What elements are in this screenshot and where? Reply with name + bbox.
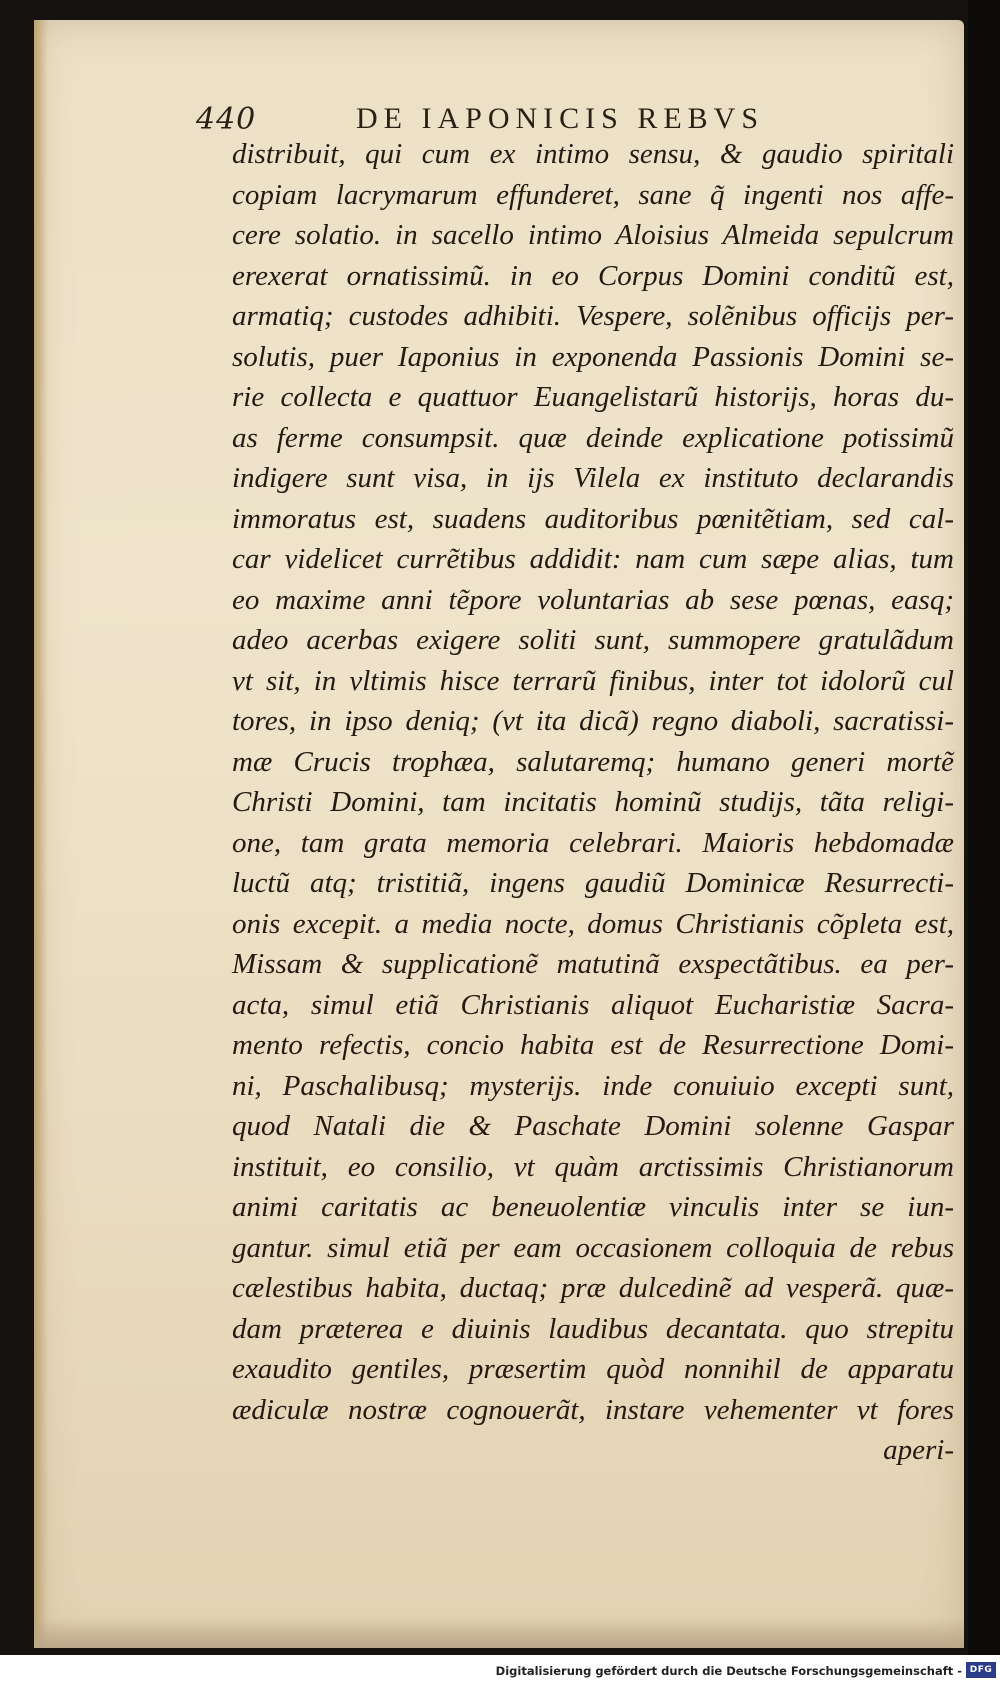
text-line: gantur. simul etiã per eam occasionem colloquia de rebus [232, 1231, 954, 1264]
text-line: distribuit, qui cum ex intimo sensu, & gaudio spiritali [232, 138, 954, 170]
text-line: immoratus est, suadens auditoribus pœnitẽtiam, sed cal- [232, 502, 954, 535]
text-line: vt sit, in vltimis hisce terrarũ finibus, inter tot idolorũ cul [232, 664, 954, 697]
text-line: Missam & supplicationẽ matutinã exspectãtibus. ea per- [232, 948, 954, 980]
page-bottom-shadow [34, 1618, 964, 1648]
body-text [232, 134, 954, 1471]
text-line: ni, Paschalibusq; mysterijs. inde conuiuio excepti sunt, [232, 1069, 954, 1102]
text-line: tores, in ipso deniq; (vt ita dicã) regno diaboli, sacratissi- [232, 705, 954, 737]
text-line: instituit, eo consilio, vt quàm arctissimis Christianorum [232, 1150, 954, 1183]
text-line: as ferme consumpsit. quæ deinde explicatione potissimũ [232, 421, 954, 454]
page-number: 440 [196, 102, 257, 137]
text-line: exaudito gentiles, præsertim quòd nonnihil de apparatu [232, 1353, 954, 1385]
text-line: armatiq; custodes adhibiti. Vespere, solẽnibus officijs per- [232, 300, 954, 332]
text-line: ædiculæ nostræ cognouerãt, instare vehementer vt fores [232, 1393, 954, 1426]
text-line: copiam lacrymarum effunderet, sane q̃ ingenti nos affe- [232, 178, 954, 211]
text-line: luctũ atq; tristitiã, ingens gaudiũ Dominicæ Resurrecti- [232, 867, 954, 899]
running-title: DE IAPONICIS REBVS [356, 102, 765, 135]
dfg-logo-icon: DFG [966, 1662, 996, 1678]
text-line: cere solatio. in sacello intimo Aloisius Almeida sepulcrum [232, 219, 954, 251]
text-line: car videlicet currẽtibus addidit: nam cum sæpe alias, tum [232, 543, 954, 575]
text-line: acta, simul etiã Christianis aliquot Eucharistiæ Sacra- [232, 988, 954, 1021]
text-line: solutis, puer Iaponius in exponenda Passionis Domini se- [232, 340, 954, 373]
text-line: mæ Crucis trophæa, salutaremq; humano generi mortẽ [232, 745, 954, 778]
text-line: rie collecta e quattuor Euangelistarũ historijs, horas du- [232, 381, 954, 413]
text-line: cælestibus habita, ductaq; præ dulcedinẽ ad vesperã. quæ- [232, 1272, 954, 1304]
text-line: adeo acerbas exigere soliti sunt, summopere gratulãdum [232, 624, 954, 656]
text-line: one, tam grata memoria celebrari. Maioris hebdomadæ [232, 826, 954, 859]
funding-credit: Digitalisierung gefördert durch die Deutsche Forschungsgemeinschaft - [495, 1664, 962, 1678]
page-gutter-shadow [34, 20, 48, 1648]
text-line: eo maxime anni tẽpore voluntarias ab sese pœnas, easq; [232, 583, 954, 616]
text-line: erexerat ornatissimũ. in eo Corpus Domini conditũ est, [232, 259, 954, 292]
text-line: mento refectis, concio habita est de Resurrectione Domi- [232, 1029, 954, 1061]
scan-right-edge [968, 0, 1000, 1655]
digitization-footer [0, 1655, 1000, 1692]
text-line: quod Natali die & Paschate Domini solenne Gaspar [232, 1110, 954, 1142]
text-line: dam præterea e diuinis laudibus decantata. quo strepitu [232, 1312, 954, 1345]
text-line: indigere sunt visa, in ijs Vilela ex instituto declarandis [232, 462, 954, 494]
text-line: animi caritatis ac beneuolentiæ vinculis inter se iun- [232, 1191, 954, 1223]
catchword: aperi- [883, 1434, 954, 1466]
text-line: Christi Domini, tam incitatis hominũ studijs, tãta religi- [232, 786, 954, 818]
text-line: onis excepit. a media nocte, domus Christianis cõpleta est, [232, 907, 954, 940]
